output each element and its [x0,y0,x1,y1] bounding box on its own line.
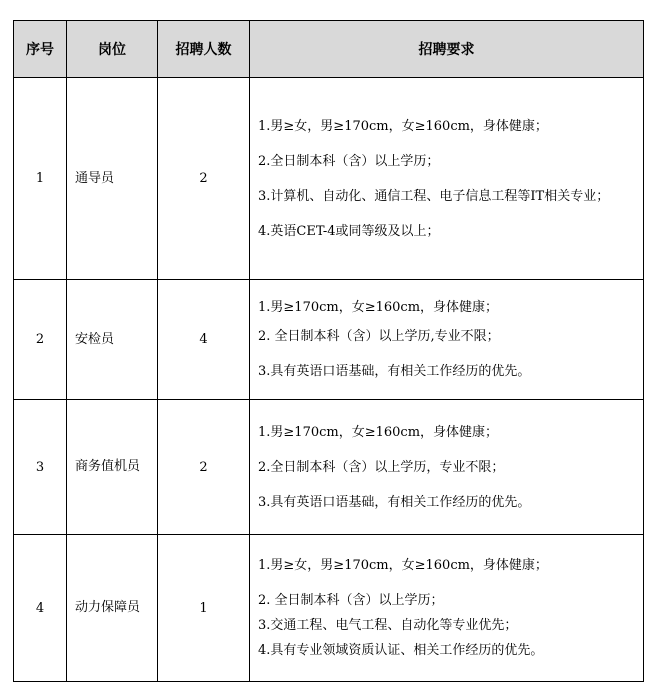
row-requirements [250,280,644,400]
requirement-line: 1.男≥170cm，女≥160cm，身体健康； [258,300,499,315]
table-row [14,400,644,535]
row-no: 4 [14,535,67,682]
requirement-line: 1.男≥女，男≥170cm，女≥160cm，身体健康； [258,558,548,573]
requirement-line: 1.男≥女，男≥170cm，女≥160cm，身体健康； [258,118,548,134]
row-no: 2 [14,280,67,400]
requirement-line: 2. 全日制本科（含）以上学历； [258,593,444,608]
header-count: 招聘人数 [158,21,250,78]
table-header [14,21,644,78]
row-position: 动力保障员 [67,535,158,682]
requirement-line: 1.男≥170cm，女≥160cm，身体健康； [258,424,499,440]
requirement-line: 4.英语CET-4或同等级及以上； [258,223,440,239]
row-count: 2 [158,400,250,535]
row-position: 通导员 [67,78,158,280]
requirement-line: 3.具有英语口语基础，有相关工作经历的优先。 [258,494,531,510]
row-position: 商务值机员 [67,400,158,535]
row-count: 2 [158,78,250,280]
requirement-line: 3.交通工程、电气工程、自动化等专业优先； [258,618,518,633]
header-position: 岗位 [67,21,158,78]
table-body [14,78,644,682]
row-position: 安检员 [67,280,158,400]
header-requirements: 招聘要求 [250,21,644,78]
row-requirements [250,78,644,280]
row-no: 1 [14,78,67,280]
recruitment-table [13,20,644,682]
requirement-line: 2.全日制本科（含）以上学历，专业不限； [258,459,505,475]
table-row [14,280,644,400]
table-row [14,535,644,682]
requirement-line: 2. 全日制本科（含）以上学历,专业不限； [258,329,500,344]
header-row [14,21,644,78]
row-count: 1 [158,535,250,682]
requirement-line: 2.全日制本科（含）以上学历； [258,153,440,169]
header-no: 序号 [14,21,67,78]
row-requirements [250,535,644,682]
row-count: 4 [158,280,250,400]
row-requirements [250,400,644,535]
row-no: 3 [14,400,67,535]
requirement-line: 3.计算机、自动化、通信工程、电子信息工程等IT相关专业； [258,188,610,204]
table-row [14,78,644,280]
requirement-line: 4.具有专业领域资质认证、相关工作经历的优先。 [258,643,544,658]
requirement-line: 3.具有英语口语基础，有相关工作经历的优先。 [258,364,531,379]
